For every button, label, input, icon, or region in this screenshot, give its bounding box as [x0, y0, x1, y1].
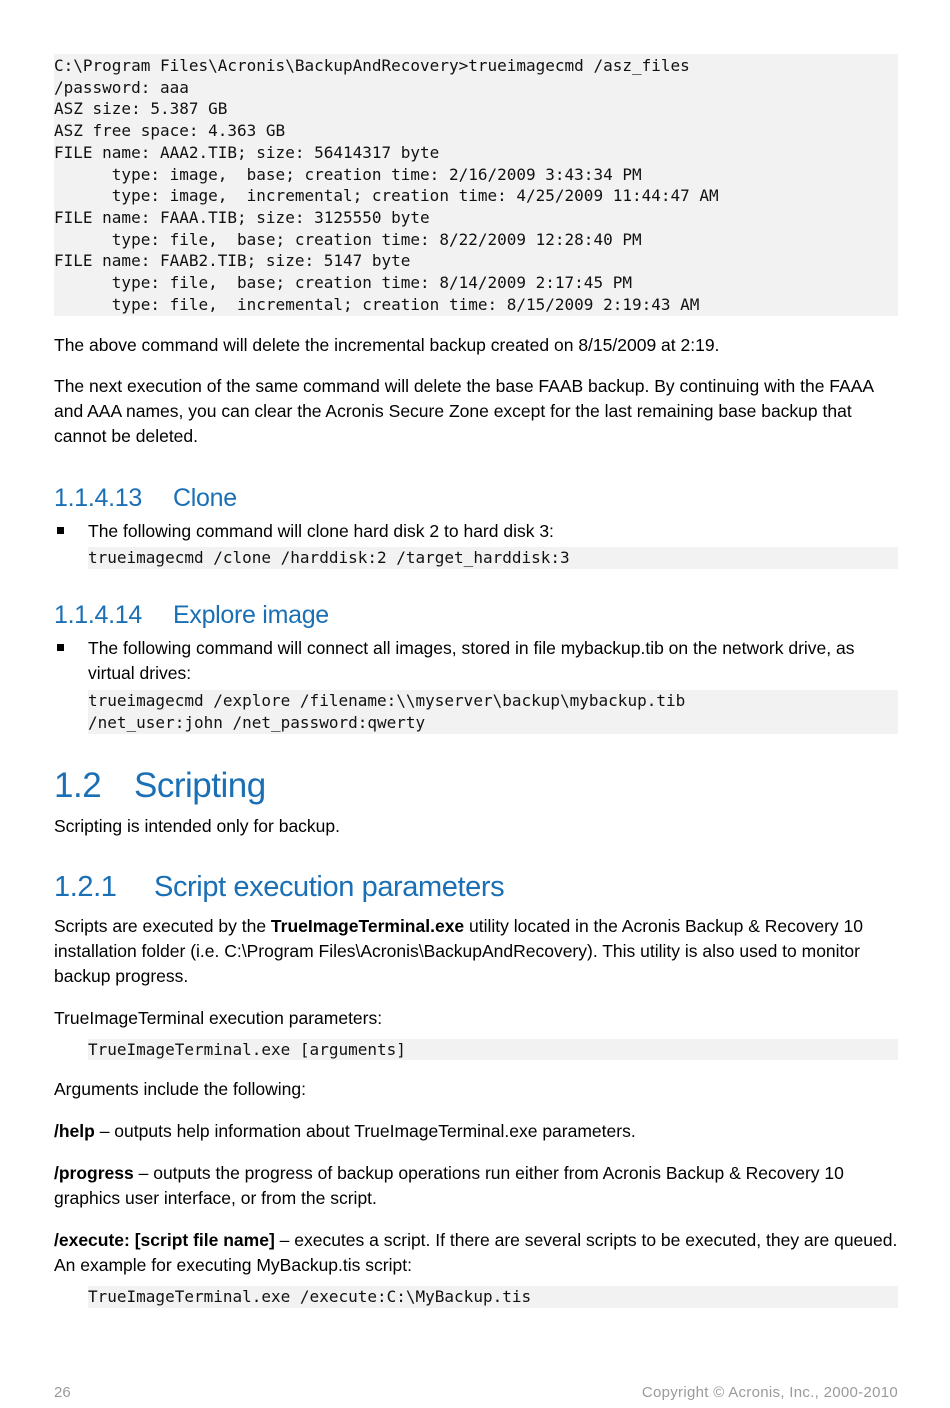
- argument-description: – outputs the progress of backup operations run either from Acronis Backup & Recovery 10 graphics user interface, or from the script.: [54, 1163, 844, 1209]
- page-footer: [54, 1384, 898, 1404]
- argument-help: [54, 1119, 898, 1144]
- section-number: 1.2: [54, 765, 102, 805]
- scripting-intro-text: Scripting is intended only for backup.: [54, 815, 340, 836]
- argument-description: – outputs help information about TrueImageTerminal.exe parameters.: [94, 1121, 636, 1142]
- section-heading-script-execution-parameters: [54, 871, 898, 904]
- argument-term: /help: [54, 1121, 95, 1142]
- argument-term: /progress: [54, 1163, 134, 1184]
- bullet-square-icon: [57, 644, 64, 651]
- section-title: Script execution parameters: [154, 870, 505, 903]
- copyright-notice: Copyright © Acronis, Inc., 2000-2010: [641, 1384, 898, 1401]
- argument-progress: [54, 1161, 898, 1211]
- section-number: 1.1.4.14: [54, 601, 142, 630]
- execute-example-code-block: TrueImageTerminal.exe /execute:C:\MyBackup.tis: [88, 1286, 898, 1308]
- utility-name-bold: TrueImageTerminal.exe: [270, 915, 465, 936]
- explore-bullet-item: [54, 636, 898, 686]
- asz-files-code-block: C:\Program Files\Acronis\BackupAndRecovery>trueimagecmd /asz_files /password: aaa ASZ size: 5.387 GB ASZ free space: 4.363 GB FILE name: AAA2.TIB; size: 56414317 byte type: image, base; creation time: 2/16/2009 3:43:34 PM type: image, incremental; creation time: 4/25/2009 11:44:47 AM FILE name: FAAA.TIB; size: 3125550 byte type: file, base; creation time: 8/22/2009 12:28:40 PM FILE name: FAAB2.TIB; size: 5147 byte type: file, base; creation time: 8/14/2009 2:17:45 PM type: file, incremental; creation time: 8/15/2009 2:19:43 AM: [54, 54, 898, 316]
- section-title: Scripting: [134, 765, 266, 805]
- explore-code-block: trueimagecmd /explore /filename:\\myserver\backup\mybackup.tib /net_user:john /net_password:qwerty: [88, 690, 898, 733]
- paragraph-incremental-delete: The above command will delete the incremental backup created on 8/15/2009 at 2:19.: [54, 335, 720, 356]
- section-title: Clone: [173, 484, 237, 513]
- argument-description: – executes a script. If there are several scripts to be executed, they are queued. An example for executing MyBackup.tis script:: [54, 1230, 898, 1276]
- bullet-square-icon: [57, 527, 64, 534]
- section-number: 1.2.1: [54, 870, 117, 903]
- section-title: Explore image: [173, 601, 329, 630]
- exec-params-code-block: TrueImageTerminal.exe [arguments]: [88, 1039, 898, 1061]
- section-number: 1.1.4.13: [54, 484, 142, 513]
- clone-bullet-text: The following command will clone hard disk 2 to hard disk 3:: [88, 521, 554, 542]
- section-heading-explore-image: [54, 601, 898, 630]
- script-params-text-start: Scripts are executed by the: [54, 915, 271, 936]
- section-heading-scripting: [54, 766, 898, 806]
- section-heading-clone: [54, 484, 898, 513]
- page-number: 26: [54, 1384, 71, 1401]
- clone-code-block: trueimagecmd /clone /harddisk:2 /target_harddisk:3: [88, 547, 898, 569]
- argument-execute: [54, 1228, 898, 1278]
- argument-term: /execute: [script file name]: [54, 1230, 275, 1251]
- paragraph-next-execution: The next execution of the same command will delete the base FAAB backup. By continuing with the FAAA and AAA names, you can clear the Acronis Secure Zone except for the last remaining base backup that cannot be deleted.: [54, 376, 874, 447]
- explore-bullet-text: The following command will connect all images, stored in file mybackup.tib on the network drive, as virtual drives:: [88, 638, 855, 684]
- script-params-text-end: utility located in the Acronis Backup & Recovery 10 installation folder (i.e. C:\Program Files\Acronis\BackupAndRecovery). This utility is also used to monitor backup progress.: [54, 915, 863, 986]
- arguments-label: Arguments include the following:: [54, 1079, 306, 1100]
- document-page: [54, 54, 898, 1308]
- script-params-paragraph: [54, 914, 898, 989]
- exec-params-label: TrueImageTerminal execution parameters:: [54, 1007, 383, 1028]
- clone-bullet-item: [54, 519, 898, 544]
